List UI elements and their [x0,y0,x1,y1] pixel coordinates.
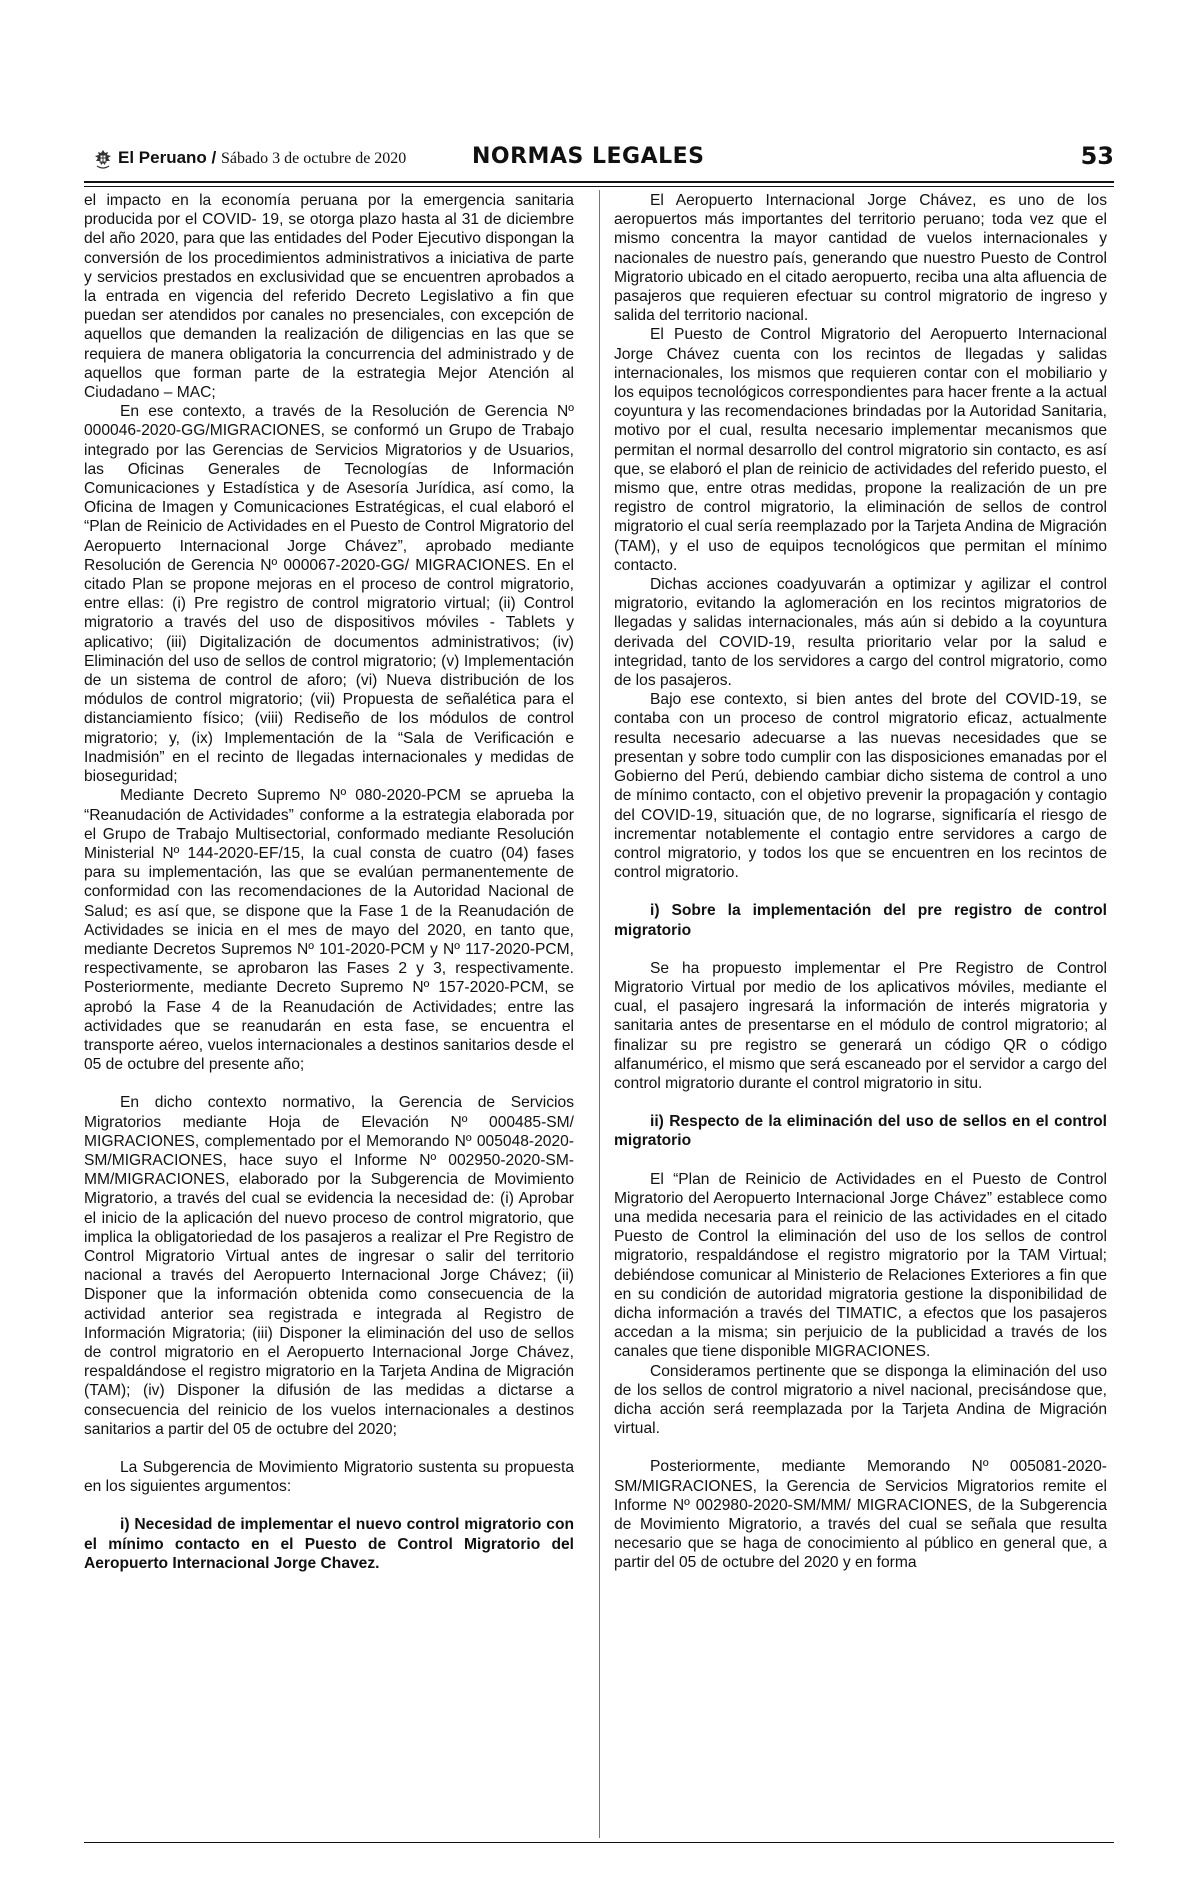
peru-coat-of-arms-icon [92,148,114,170]
section-heading: i) Sobre la implementación del pre registro de control migratorio [614,902,1107,939]
paragraph: Posteriormente, mediante Memorando Nº 005081-2020-SM/MIGRACIONES, la Gerencia de Servicios Migratorios remite el Informe Nº 002980-2020-SM/MM/ MIGRACIONES, de la Subgerencia de Movimiento Migratorio, a través del cual se señala que resulta necesario que se haga de conocimiento al público en general que, a partir del 05 de octubre del 2020 y en forma [614,1458,1107,1572]
paragraph: Dichas acciones coadyuvarán a optimizar y agilizar el control migratorio, evitando la aglomeración en los recintos migratorios de llegadas y salidas internacionales, más aún si debido a la coyuntura derivada del COVID-19, resulta prioritario velar por la salud e integridad, tanto de los servidores a cargo del control migratorio, como de los pasajeros. [614,576,1107,690]
paragraph-gap [614,1151,1107,1170]
footer-rule [84,1842,1114,1843]
paragraph: El Puesto de Control Migratorio del Aeropuerto Internacional Jorge Chávez cuenta con los recintos de llegadas y salidas internacionales, los mismos que requieren contar con el mobiliario y los equipos tecnológicos correspondientes para hacer frente a la actual coyuntura y las recomendaciones brindadas por la Autoridad Sanitaria, motivo por el cual, resulta necesario implementar mecanismos que permitan el normal desarrollo del control migratorio sin contacto, es así que, se elaboró el plan de reinicio de actividades del referido puesto, el mismo que, entre otras medidas, propone la realización de un pre registro de control migratorio, la eliminación de sellos de control migratorio el cual sería reemplazado por la Tarjeta Andina de Migración (TAM), y el uso de equipos tecnológicos que permitan el mínimo contacto. [614,326,1107,574]
right-column [614,191,1107,1573]
paragraph-gap [614,1438,1107,1457]
paragraph: Bajo ese contexto, si bien antes del brote del COVID-19, se contaba con un proceso de control migratorio eficaz, actualmente resulta necesario adecuarse a las nuevas necesidades que se presentan y sobre todo cumplir con las disposiciones emanadas por el Gobierno del Perú, debiendo cambiar dicho sistema de control a uno de mínimo contacto, con el objetivo prevenir la propagación y contagio del COVID-19, situación que, de no lograrse, significaría el riesgo de incrementar notablemente el contagio entre servidores a cargo de control migratorio, y todos los que se encuentren en los recintos de control migratorio. [614,691,1107,882]
column-divider [599,190,600,1838]
page-header [84,142,1114,182]
paragraph: La Subgerencia de Movimiento Migratorio sustenta su propuesta en los siguientes argumentos: [84,1459,574,1496]
paragraph-gap [84,1439,574,1458]
publication-brand [118,148,406,168]
page-number: 53 [1080,142,1114,170]
paragraph: En dicho contexto normativo, la Gerencia de Servicios Migratorios mediante Hoja de Elevación Nº 000485-SM/ MIGRACIONES, complementado por el Memorando Nº 005048-2020-SM/MIGRACIONES, hace suyo el Informe Nº 002950-2020-SM-MM/MIGRACIONES, elaborado por la Subgerencia de Movimiento Migratorio, a través del cual se evidencia la necesidad de: (i) Aprobar el inicio de la aplicación del nuevo proceso de control migratorio, que implica la obligatoriedad de los pasajeros a realizar el Pre Registro de Control Migratorio Virtual antes de ingresar o salir del territorio nacional a través del Aeropuerto Internacional Jorge Chávez; (ii) Disponer que la información obtenida como consecuencia de la actividad anterior sea registrada e integrada al Registro de Información Migratoria; (iii) Disponer la eliminación del uso de sellos de control migratorio en el Aeropuerto Internacional Jorge Chávez, respaldándose el registro migratorio en la Tarjeta Andina de Migración (TAM); (iv) Disponer la difusión de las medidas a dictarse a consecuencia del reinicio de los vuelos internacionales a destinos sanitarios a partir del 05 de octubre del 2020; [84,1094,574,1438]
paragraph-gap [614,882,1107,901]
left-column [84,191,574,1573]
section-title: NORMAS LEGALES [472,144,705,169]
paragraph-gap [614,940,1107,959]
paragraph: El Aeropuerto Internacional Jorge Chávez, es uno de los aeropuertos más importantes del territorio peruano; toda vez que el mismo concentra la mayor cantidad de vuelos internacionales y nacionales de nuestro país, generando que nuestro Puesto de Control Migratorio ubicado en el citado aeropuerto, reciba una alta afluencia de pasajeros que requieren efectuar su control migratorio de ingreso y salida del territorio nacional. [614,192,1107,325]
header-rule-thin [84,186,1114,187]
header-separator: / [211,148,217,167]
paragraph: Mediante Decreto Supremo Nº 080-2020-PCM se aprueba la “Reanudación de Actividades” conforme a la estrategia elaborada por el Grupo de Trabajo Multisectorial, conformado mediante Resolución Ministerial Nº 144-2020-EF/15, la cual consta de cuatro (04) fases para su implementación, las que se evalúan permanentemente de conformidad con las recomendaciones de la Autoridad Nacional de Salud; es así que, se dispone que la Fase 1 de la Reanudación de Actividades se inicia en el mes de mayo del 2020, en tanto que, mediante Decretos Supremos Nº 101-2020-PCM y Nº 117-2020-PCM, respectivamente, se aprobaron las Fases 2 y 3, respectivamente. Posteriormente, mediante Decreto Supremo Nº 157-2020-PCM, se aprobó la Fase 4 de la Reanudación de Actividades; entre las actividades que se reanudarán en esta fase, se encuentra el transporte aéreo, vuelos internacionales a destinos sanitarios desde el 05 de octubre del presente año; [84,787,574,1074]
paragraph: En ese contexto, a través de la Resolución de Gerencia Nº 000046-2020-GG/MIGRACIONES, se conformó un Grupo de Trabajo integrado por las Gerencias de Servicios Migratorios y de Usuarios, las Oficinas Generales de Tecnologías de Información Comunicaciones y Estadística y de Asesoría Jurídica, así como, la Oficina de Imagen y Comunicaciones Estratégicas, el cual elaboró el “Plan de Reinicio de Actividades en el Puesto de Control Migratorio del Aeropuerto Internacional Jorge Chávez”, aprobado mediante Resolución de Gerencia Nº 000067-2020-GG/ MIGRACIONES. En el citado Plan se propone mejoras en el proceso de control migratorio, entre ellas: (i) Pre registro de control migratorio virtual; (ii) Control migratorio a través del uso de dispositivos móviles - Tablets y aplicativo; (iii) Digitalización de documentos administrativos; (iv) Eliminación del uso de sellos de control migratorio; (v) Implementación de un sistema de control de aforo; (vi) Nueva distribución de los módulos de control migratorio; (vii) Propuesta de señalética para el distanciamiento físico; (viii) Rediseño de los módulos de control migratorio; y, (ix) Implementación de la “Sala de Verificación e Inadmisión” en el recinto de llegadas internacionales y medidas de bioseguridad; [84,403,574,786]
paragraph: Consideramos pertinente que se disponga la eliminación del uso de los sellos de control migratorio a nivel nacional, precisándose que, dicha acción será reemplazada por la Tarjeta Andina de Migración virtual. [614,1362,1107,1438]
paragraph-gap [84,1074,574,1093]
publication-date: Sábado 3 de octubre de 2020 [221,150,407,167]
header-rule-thick [84,181,1114,183]
section-heading: i) Necesidad de implementar el nuevo control migratorio con el mínimo contacto en el Puesto de Control Migratorio del Aeropuerto Internacional Jorge Chavez. [84,1516,574,1572]
paragraph: El “Plan de Reinicio de Actividades en el Puesto de Control Migratorio del Aeropuerto Internacional Jorge Chávez” establece como una medida necesaria para el reinicio de las actividades en el citado Puesto de Control la eliminación del uso de los sellos de control migratorio, respaldándose el registro migratorio por la TAM Virtual; debiéndose comunicar al Ministerio de Relaciones Exteriores a fin que en su condición de autoridad migratoria gestione la disponibilidad de dicha información a través del TIMATIC, a efectos que los pasajeros accedan a la misma; sin perjuicio de la publicidad a través de los canales que tiene disponible MIGRACIONES. [614,1170,1107,1361]
paragraph: el impacto en la economía peruana por la emergencia sanitaria producida por el COVID- 19, se otorga plazo hasta al 31 de diciembre del año 2020, para que las entidades del Poder Ejecutivo dispongan la conversión de los procedimientos administrativos a iniciativa de parte y servicios prestados en exclusividad que se encuentren aprobados a la entrada en vigencia del referido Decreto Legislativo a fin que puedan ser atendidos por canales no presenciales, con excepción de aquellos que demanden la realización de diligencias en las que se requiera de manera obligatoria la concurrencia del administrado y de aquellos que forman parte de la estrategia Mejor Atención al Ciudadano – MAC; [84,192,574,402]
paragraph-gap [614,1093,1107,1112]
paragraph-gap [84,1496,574,1515]
section-heading: ii) Respecto de la eliminación del uso de sellos en el control migratorio [614,1113,1107,1150]
paragraph: Se ha propuesto implementar el Pre Registro de Control Migratorio Virtual por medio de los aplicativos móviles, mediante el cual, el pasajero ingresará la información de interés migratoria y sanitaria antes de presentarse en el módulo de control migratorio; al finalizar su pre registro se generará un código QR o código alfanumérico, el mismo que será escaneado por el servidor a cargo del control migratorio durante el control migratorio in situ. [614,959,1107,1092]
brand-name: El Peruano [118,148,207,167]
